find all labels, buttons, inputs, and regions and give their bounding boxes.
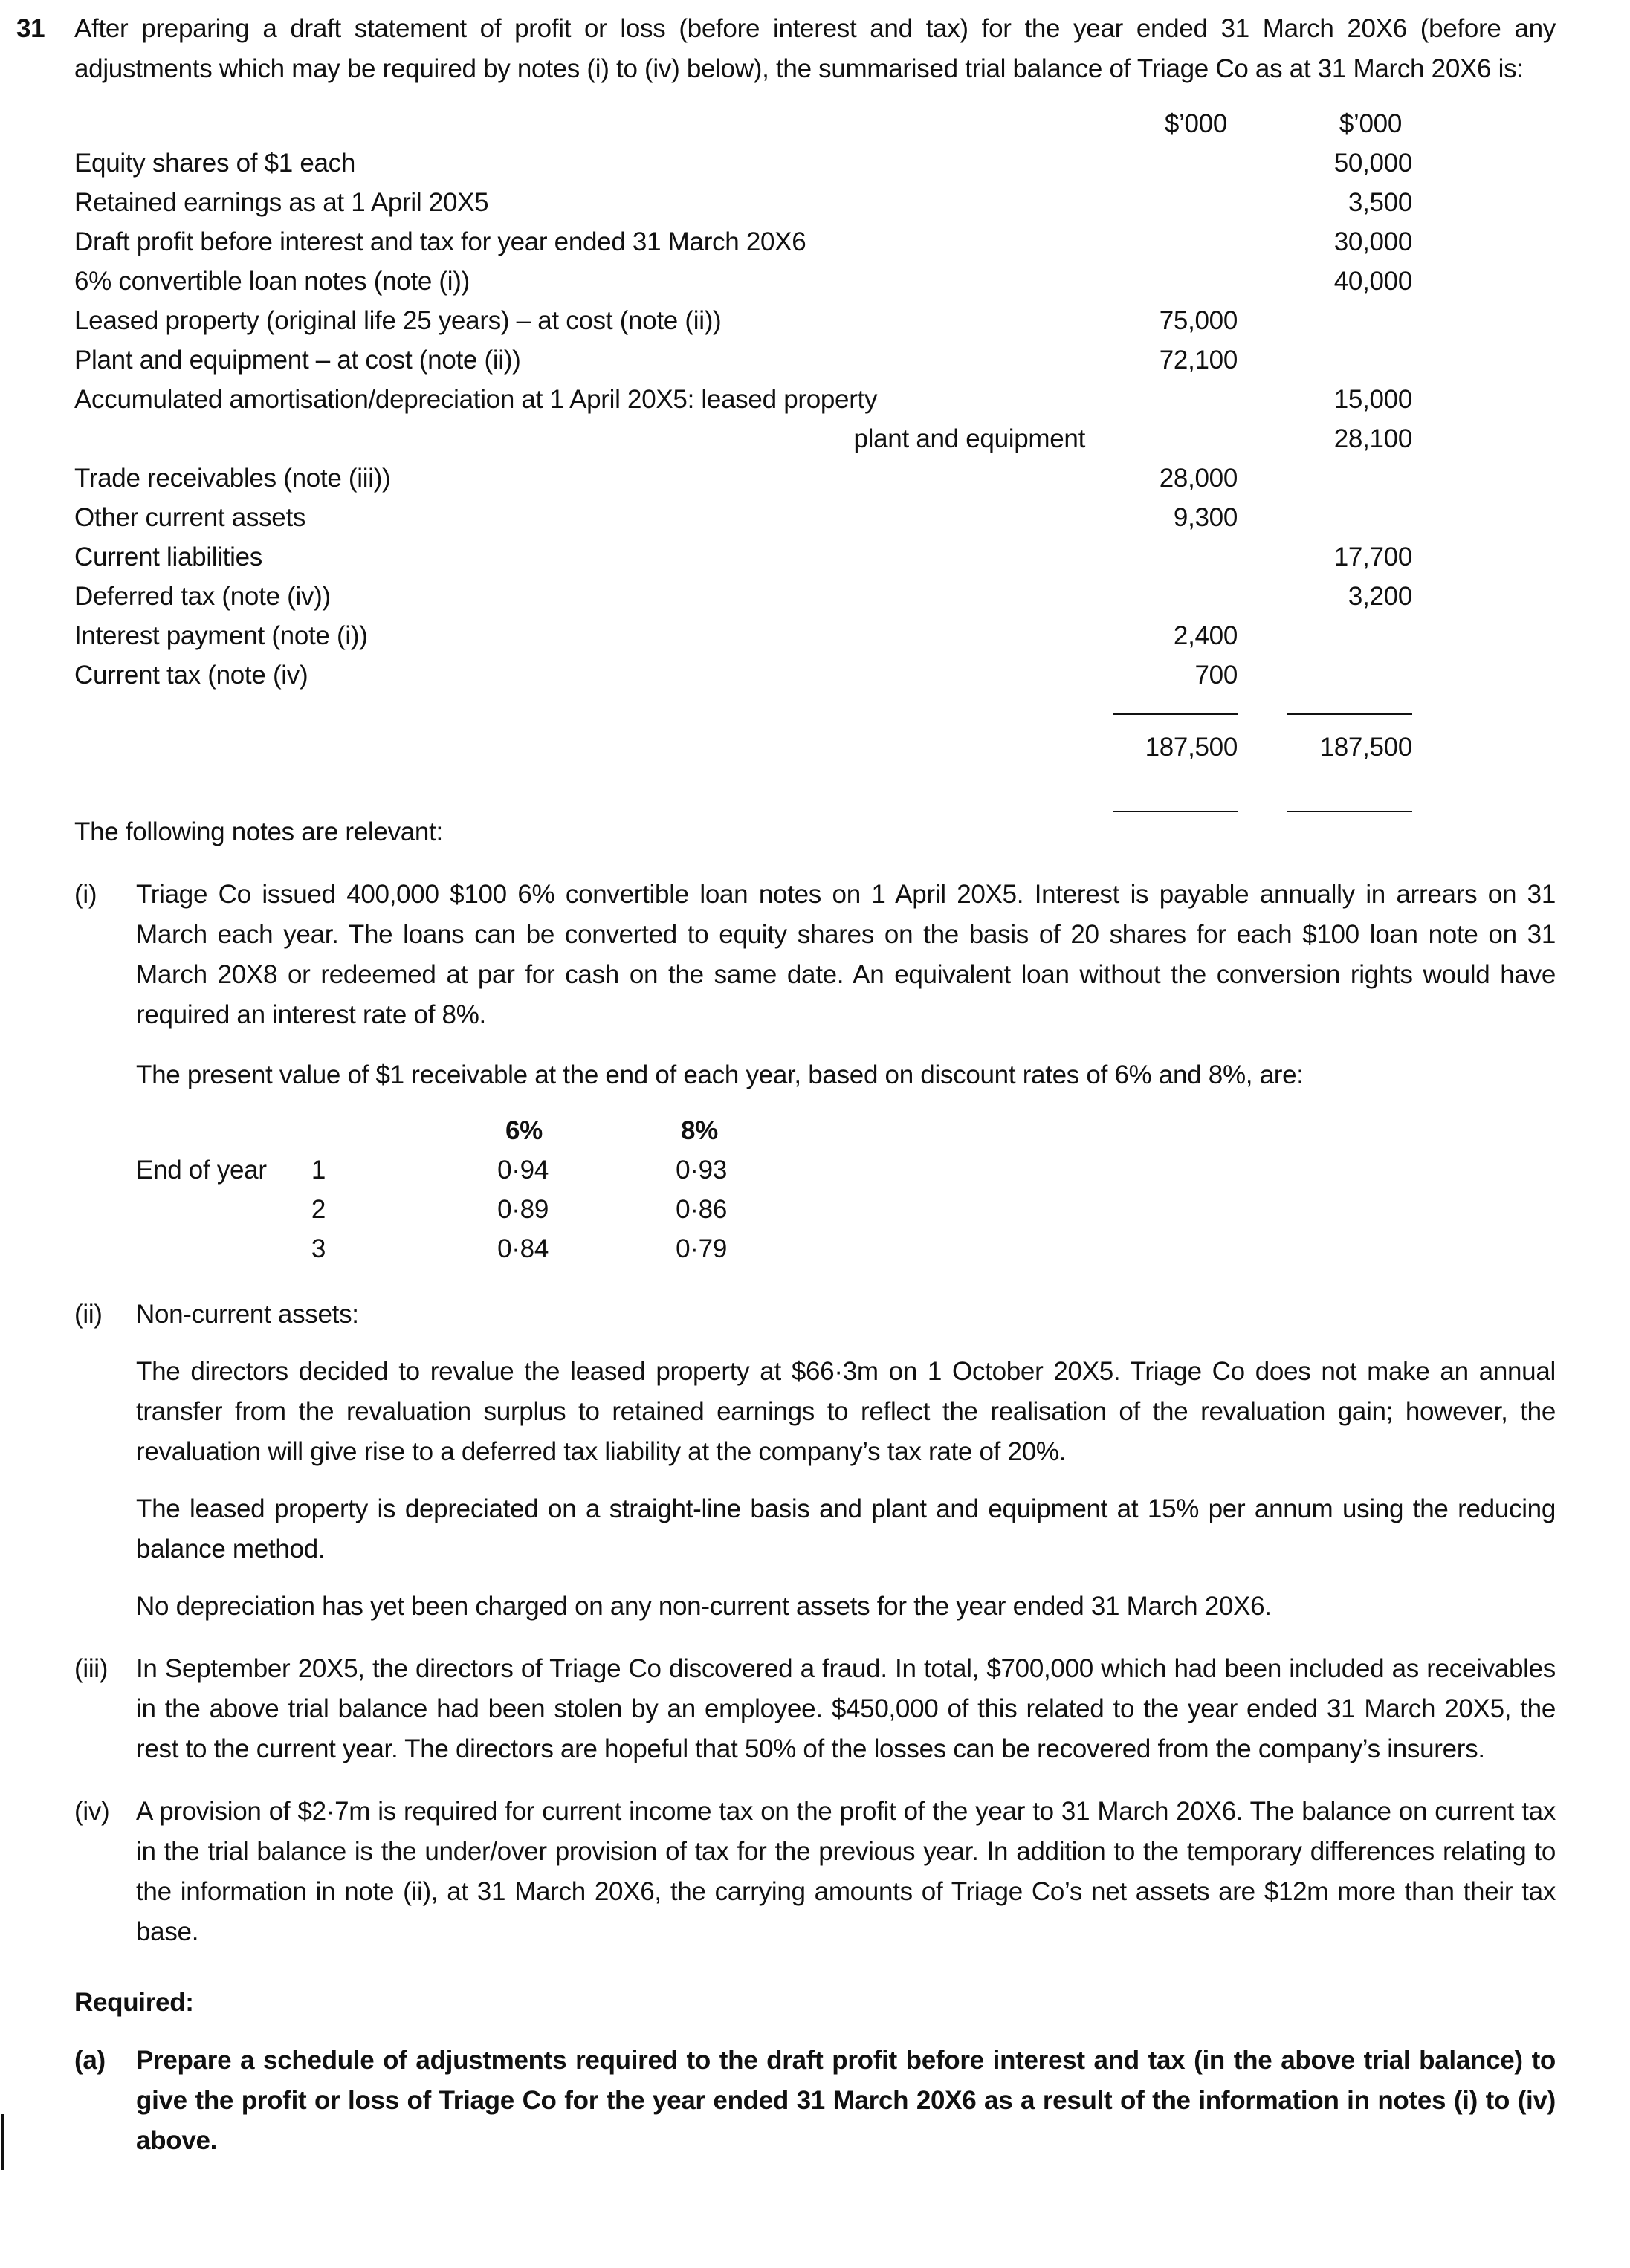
rule-line	[1113, 811, 1238, 812]
pv-header-6pct: 6%	[505, 1116, 543, 1145]
note-iv-paragraph: A provision of $2·7m is required for current income tax on the profit of the year to 31 March 20X6. The balance on current tax in the trial balance is the under/over provision of tax for the previous year. In addition to the temporary differences relating to the information in note (ii), at 31 March 20X6, the carrying amounts of Triage Co’s net assets are $12m more than their tax base.	[136, 1797, 1556, 1946]
pv-header-8pct: 8%	[681, 1116, 718, 1145]
table-row: Retained earnings as at 1 April 20X5 3,500	[74, 188, 1412, 217]
note-i	[74, 875, 1556, 1269]
table-row: Accumulated amortisation/depreciation at 1 April 20X5: leased property 15,000	[74, 385, 1412, 414]
pv-header-row	[136, 1111, 1556, 1150]
note-iv-label: (iv)	[74, 1797, 110, 1826]
table-row: Equity shares of $1 each 50,000	[74, 149, 1412, 178]
note-iii-paragraph: In September 20X5, the directors of Triage Co discovered a fraud. In total, $700,000 which had been included as receivables in the above trial balance had been stolen by an employee. $450,000 of this related to the year ended 31 March 20X5, the rest to the current year. The directors are hopeful that 50% of the losses can be recovered from the company’s insurers.	[136, 1654, 1556, 1763]
note-iv	[74, 1792, 1556, 1952]
note-i-paragraph-1: Triage Co issued 400,000 $100 6% convertible loan notes on 1 April 20X5. Interest is payable annually in arrears on 31 March each year. The loans can be converted to equity shares on the basis of 20 shares for each $100 loan note on 31 March 20X8 or redeemed at par for cash on the same date. An equivalent loan without the conversion rights would have required an interest rate of 8%.	[136, 880, 1556, 1029]
note-ii-heading: Non-current assets:	[136, 1300, 359, 1329]
table-row: Deferred tax (note (iv)) 3,200	[74, 582, 1412, 611]
table-row: Leased property (original life 25 years) – at cost (note (ii)) 75,000	[74, 306, 1238, 335]
requirement-a-label: (a)	[74, 2046, 106, 2075]
table-row: Current tax (note (iv) 700	[74, 661, 1238, 690]
pv-row-label: End of year	[136, 1156, 267, 1185]
pv-row-year2: 2 0·89 0·86	[311, 1195, 727, 1224]
note-iii-label: (iii)	[74, 1654, 109, 1683]
table-row: Other current assets 9,300	[74, 503, 1238, 532]
totals-bottom-rule	[74, 784, 1412, 802]
note-i-paragraph-2: The present value of $1 receivable at the end of each year, based on discount rates of 6% and 8%, are:	[136, 1060, 1304, 1089]
table-row: Draft profit before interest and tax for year ended 31 March 20X6 30,000	[74, 227, 1412, 256]
requirement-a-text: Prepare a schedule of adjustments required to the draft profit before interest and tax (in the above trial balance) to give the profit or loss of Triage Co for the year ended 31 March 20X6 as a result of the information in notes (i) to (iv) above.	[136, 2046, 1556, 2155]
total-debit: 187,500	[1145, 733, 1238, 762]
question-number: 31	[16, 14, 45, 43]
total-credit: 187,500	[1319, 733, 1412, 762]
rule-line	[1287, 811, 1412, 812]
trial-balance-table	[74, 104, 1412, 802]
notes-intro: The following notes are relevant:	[74, 817, 443, 846]
col-header-debit: $’000	[1164, 109, 1227, 138]
totals-row	[74, 726, 1412, 769]
present-value-table	[136, 1111, 1556, 1269]
table-row: Plant and equipment – at cost (note (ii)) 72,100	[74, 346, 1238, 375]
table-row: Trade receivables (note (iii)) 28,000	[74, 464, 1238, 493]
note-ii-paragraph-1: The directors decided to revalue the leased property at $66·3m on 1 October 20X5. Triage Co does not make an annual transfer from the revaluation surplus to retained earnings to reflect the realisation of the revaluation gain; however, the revaluation will give rise to a deferred tax liability at the company’s tax rate of 20%.	[136, 1357, 1556, 1466]
margin-change-bar	[1, 2114, 4, 2170]
required-heading: Required:	[74, 1988, 194, 2017]
table-row: Current liabilities 17,700	[74, 542, 1412, 571]
note-iii	[74, 1649, 1556, 1769]
note-ii	[74, 1295, 1556, 1627]
note-ii-paragraph-3: No depreciation has yet been charged on any non-current assets for the year ended 31 March 20X6.	[136, 1592, 1272, 1621]
table-row: 6% convertible loan notes (note (i)) 40,000	[74, 267, 1412, 296]
note-ii-paragraph-2: The leased property is depreciated on a straight-line basis and plant and equipment at 15% per annum using the reducing balance method.	[136, 1494, 1556, 1564]
totals-top-rule	[74, 695, 1412, 726]
requirement-a	[74, 2041, 1556, 2161]
table-row: Interest payment (note (i)) 2,400	[74, 621, 1238, 650]
note-i-label: (i)	[74, 880, 97, 909]
note-ii-label: (ii)	[74, 1300, 103, 1329]
trial-balance-header-row	[74, 104, 1412, 143]
pv-row-year3: 3 0·84 0·79	[311, 1234, 727, 1263]
rule-line	[1113, 713, 1238, 715]
table-row-continuation: plant and equipment 28,100	[853, 424, 1412, 453]
pv-row-year1: End of year 1 0·94 0·93	[136, 1150, 1556, 1190]
question-intro: After preparing a draft statement of profit or loss (before interest and tax) for the year ended 31 March 20X6 (before any adjustments which may be required by notes (i) to (iv) below), the summarised trial balance of Triage Co as at 31 March 20X6 is:	[74, 14, 1556, 83]
rule-line	[1287, 713, 1412, 715]
col-header-credit: $’000	[1339, 109, 1402, 138]
